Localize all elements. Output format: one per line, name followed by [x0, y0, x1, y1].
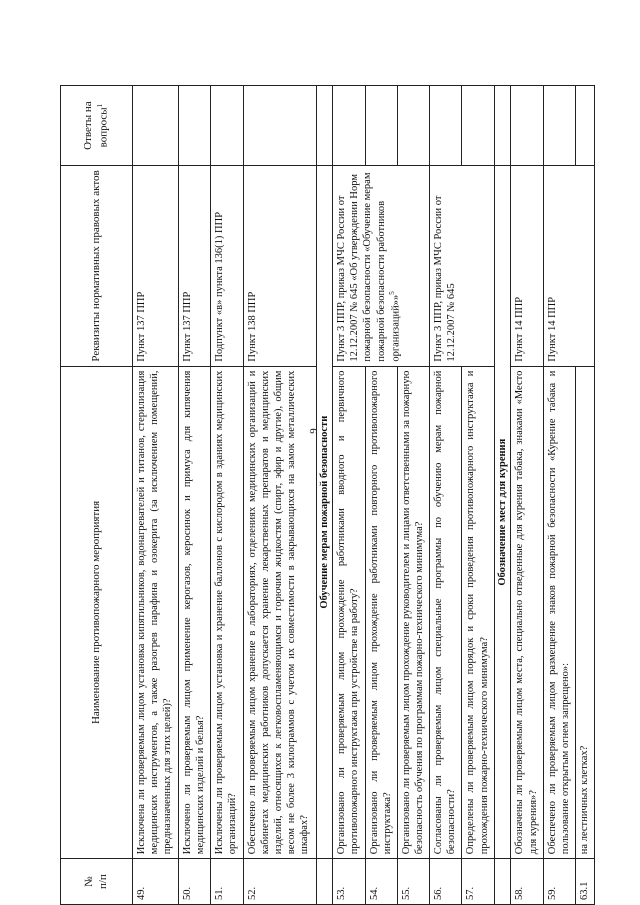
measure-name: Исключено ли проверяемым лицом применение керогазов, керосинок и примуса для кипячения медицинских изделий и белья?: [178, 366, 210, 859]
legal-requisites-text: Пункт 137 ППР: [136, 291, 147, 362]
section-title: Обучение мерам пожарной безопасности: [316, 166, 333, 859]
legal-requisites: [178, 166, 210, 366]
row-number: 55.: [397, 859, 429, 905]
table-header-row: [61, 86, 133, 905]
legal-requisites: [543, 166, 594, 366]
header-answers-footnote: 1: [95, 103, 104, 108]
header-answers: [61, 86, 133, 166]
legal-requisites: [333, 166, 430, 366]
header-number: № п/п: [61, 859, 133, 905]
row-number: 58.: [511, 859, 543, 905]
answer-cell[interactable]: [397, 86, 429, 166]
row-number: 52.: [243, 859, 316, 905]
table-row: [178, 86, 210, 905]
section-header-row: [494, 86, 511, 905]
answer-cell[interactable]: [462, 86, 494, 166]
header-name: Наименование противопожарного мероприятия: [61, 366, 133, 859]
answer-cell[interactable]: [576, 86, 595, 166]
answer-cell[interactable]: [333, 86, 365, 166]
measure-name: Организовано ли проверяемым лицом прохождение работниками вводного и первичного противопожарного инструктажа при устройстве на работу?: [333, 366, 365, 859]
row-number: 51.: [211, 859, 243, 905]
answer-cell[interactable]: [543, 86, 575, 166]
answer-cell[interactable]: [430, 86, 462, 166]
row-number: 54.: [365, 859, 397, 905]
measure-name: Согласованы ли проверяемым лицом специальные программы по обучению мерам пожарной безопасности?: [430, 366, 462, 859]
measure-name: Организовано ли проверяемым лицом прохождение руководителем и лицами ответственными за пожарную безопасность обучения по программам пожарно-технического минимума?: [397, 366, 429, 859]
legal-requisites: [243, 166, 316, 366]
legal-requisites-text: Пункт 14 ППР: [546, 296, 558, 362]
row-number: 49.: [133, 859, 179, 905]
section-blank-cell: [494, 859, 511, 905]
legal-requisites-text: Пункт 138 ППР: [246, 291, 258, 362]
answer-cell[interactable]: [365, 86, 397, 166]
legal-requisites: [133, 166, 179, 366]
row-number: 59.: [543, 859, 575, 905]
table-row: [211, 86, 243, 905]
measure-name: Исключена ли проверяемым лицом установка кипятильников, водонагревателей и титанов, стерилизация медицинских инструментов, а также разогрев парафина и озокерита (за исключением помещений, предназначенных для этих целей)?: [133, 366, 179, 859]
table-row: [243, 86, 316, 905]
section-title: Обозначение мест для курения: [494, 166, 511, 859]
section-answer-cell: [316, 86, 333, 166]
section-answer-cell: [494, 86, 511, 166]
row-number: 50.: [178, 859, 210, 905]
checklist-table: [60, 85, 595, 905]
row-number: 63.1: [576, 859, 595, 905]
legal-requisites-text: Пункт 3 ППР, приказ МЧС России от 12.12.2007 № 645 «Об утверждении Норм пожарной безопасности «Обучение мерам пожарной безопасности работников организаций»»: [336, 172, 402, 362]
section-blank-cell: [316, 859, 333, 905]
legal-requisites: [211, 166, 243, 366]
answer-cell[interactable]: [178, 86, 210, 166]
legal-requisites: [430, 166, 495, 366]
table-row: [133, 86, 179, 905]
table-row: [333, 86, 365, 905]
legal-requisites-text: Пункт 137 ППР: [181, 291, 193, 362]
row-number: 57.: [462, 859, 494, 905]
legal-requisites-text: Пункт 14 ППР: [514, 296, 526, 362]
table-row: [511, 86, 543, 905]
requisites-footnote: 5: [387, 291, 396, 295]
answer-cell[interactable]: [511, 86, 543, 166]
rotated-table-wrapper: [60, 101, 595, 905]
page-number: 9: [307, 428, 320, 434]
answer-cell[interactable]: [133, 86, 179, 166]
measure-name: Организовано ли проверяемым лицом прохождение работниками повторного противопожарного инструктажа?: [365, 366, 397, 859]
table-body: [133, 86, 595, 905]
header-requisites: Реквизиты нормативных правовых актов: [61, 166, 133, 366]
answer-cell[interactable]: [243, 86, 316, 166]
row-number: 56.: [430, 859, 462, 905]
row-number: 53.: [333, 859, 365, 905]
measure-name: Обозначены ли проверяемым лицом места, специально отведенные для курения табака, знаками «Место для курения»?: [511, 366, 543, 859]
legal-requisites: [511, 166, 543, 366]
legal-requisites-text: Подпункт «в» пункта 136(1) ППР: [214, 211, 226, 362]
answer-cell[interactable]: [211, 86, 243, 166]
measure-name: Исключены ли проверяемым лицом установка и хранение баллонов с кислородом в зданиях медицинских организаций?: [211, 366, 243, 859]
measure-name: Определены ли проверяемым лицом порядок и сроки проведения противопожарного инструктажа и прохождения пожарно-технического минимума?: [462, 366, 494, 859]
header-answers-label: Ответы на вопросы: [81, 101, 110, 150]
section-header-row: [316, 86, 333, 905]
table-row: [430, 86, 462, 905]
measure-name: Обеспечено ли проверяемым лицом хранение в лабораториях, отделениях медицинских организаций и кабинетах медицинских работников допускается хранение лекарственных препаратов и медицинских изделий, относящихся к легковоспламеняющимся и горючим жидкостям (спирт, эфир и другие), общим весом не более 3 килограммов с учетом их совместимости в закрывающихся на замок металлических шкафах?: [243, 366, 316, 859]
measure-name: Обеспечено ли проверяемым лицом размещение знаков пожарной безопасности «Курение табака и пользование открытым огнем запрещено»:: [543, 366, 575, 859]
legal-requisites-text: Пункт 3 ППР, приказ МЧС России от 12.12.2007 № 645: [433, 195, 458, 362]
measure-name: на лестничных клетках?: [576, 366, 595, 859]
table-row: [543, 86, 575, 905]
